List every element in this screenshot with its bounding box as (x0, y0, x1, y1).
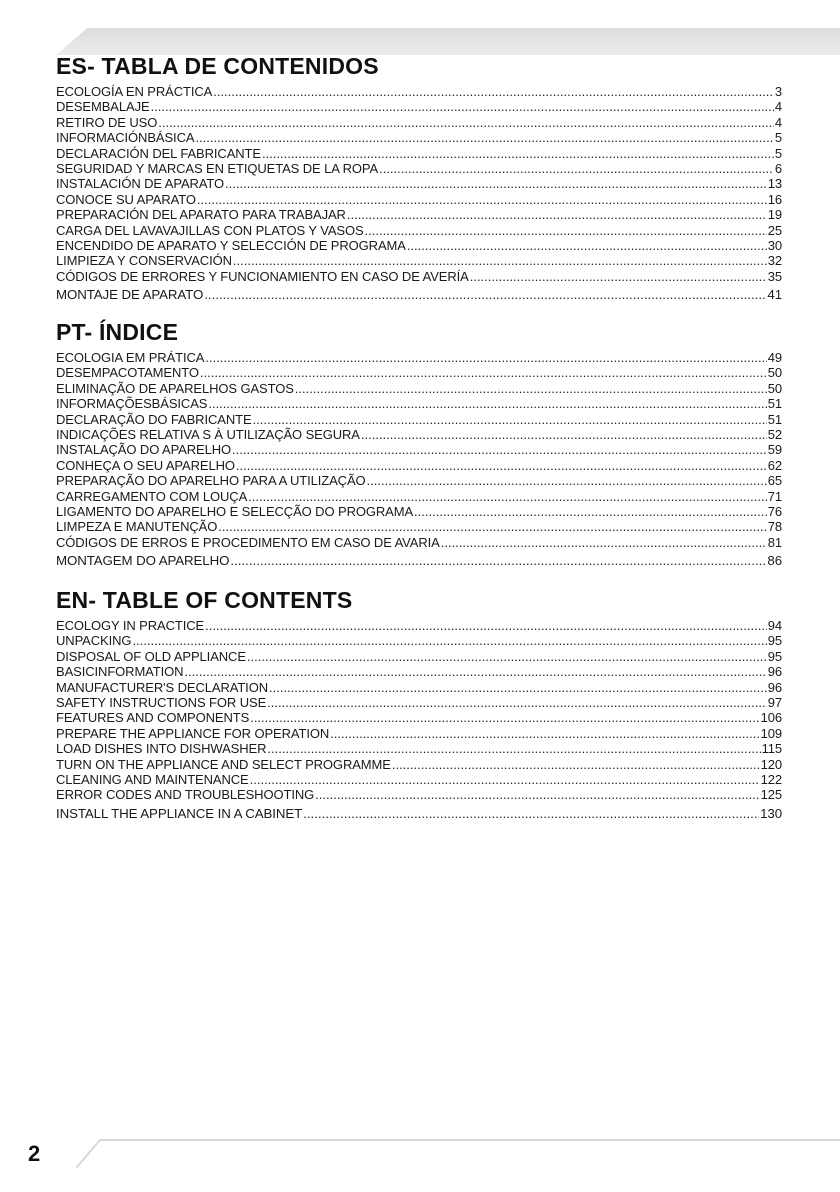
toc-entry[interactable] (56, 427, 782, 442)
toc-entry-label: BASICINFORMATION (56, 664, 184, 680)
toc-entry-label: DISPOSAL OF OLD APPLIANCE (56, 648, 246, 664)
toc-leader-dots (361, 427, 767, 442)
toc-entry[interactable] (56, 649, 782, 664)
toc-entry[interactable] (56, 710, 782, 725)
toc-entry-label: MONTAJE DE APARATO (56, 287, 204, 303)
toc-entry[interactable] (56, 633, 782, 648)
toc-entry[interactable] (56, 504, 782, 519)
toc-entry-page: 71 (767, 488, 782, 504)
toc-entry-label: INSTALAÇÃO DO APARELHO (56, 442, 232, 458)
toc-leader-dots (470, 269, 767, 284)
toc-leader-dots (269, 680, 767, 695)
toc-entry-page: 51 (767, 396, 782, 412)
toc-entry-page: 5 (774, 145, 782, 161)
footer-rule (76, 1138, 840, 1168)
toc-entry-page: 96 (767, 679, 782, 695)
toc-entry-label: FEATURES AND COMPONENTS (56, 710, 250, 726)
toc-entry[interactable] (56, 772, 782, 787)
toc-entry-label: CLEANING AND MAINTENANCE (56, 771, 249, 787)
toc-entry[interactable] (56, 396, 782, 411)
toc-entry-page: 86 (767, 553, 782, 569)
toc-entry-page: 96 (767, 664, 782, 680)
toc-entry-label: CÓDIGOS DE ERRORES Y FUNCIONAMIENTO EN CASO DE AVERÍA (56, 268, 469, 284)
toc-entry-label: CARGA DEL LAVAVAJILLAS CON PLATOS Y VASOS (56, 222, 364, 238)
toc-leader-dots (213, 84, 774, 99)
toc-entry-page: 49 (767, 350, 782, 365)
toc-leader-dots (225, 176, 767, 191)
toc-entry-label: ECOLOGÍA EN PRÁCTICA (56, 84, 213, 99)
toc-leader-dots (200, 365, 767, 380)
toc-entry-label: INSTALL THE APPLIANCE IN A CABINET (56, 805, 303, 821)
toc-entry[interactable] (56, 680, 782, 695)
toc-entry[interactable] (56, 287, 782, 302)
toc-entry[interactable] (56, 473, 782, 488)
toc-entry-label: INDICAÇÕES RELATIVA S À UTILIZAÇÃO SEGURA (56, 426, 360, 442)
toc-entry[interactable] (56, 806, 782, 821)
toc-leader-dots (262, 146, 774, 161)
toc-leader-dots (267, 741, 760, 756)
toc-leader-dots (232, 442, 767, 457)
toc-entry-page: 50 (767, 380, 782, 396)
toc-entry-label: INFORMACIÓNBÁSICA (56, 130, 195, 146)
toc-section-pt (56, 318, 782, 568)
toc-entry[interactable] (56, 489, 782, 504)
toc-entry[interactable] (56, 130, 782, 145)
toc-entry[interactable] (56, 618, 782, 633)
toc-entry-page: 30 (767, 237, 782, 253)
toc-entry-page: 130 (760, 805, 782, 821)
toc-entry-page: 122 (760, 771, 782, 787)
toc-entry-page: 62 (767, 457, 782, 473)
toc-leader-dots (330, 726, 759, 741)
toc-entry[interactable] (56, 757, 782, 772)
toc-entry[interactable] (56, 146, 782, 161)
toc-entry-page: 59 (767, 442, 782, 458)
toc-entry-page: 35 (767, 268, 782, 284)
toc-entry[interactable] (56, 207, 782, 222)
toc-entry-page: 106 (760, 710, 782, 726)
toc-entry-page: 25 (767, 222, 782, 238)
toc-entry-label: CÓDIGOS DE ERROS E PROCEDIMENTO EM CASO DE AVARIA (56, 534, 440, 550)
toc-entry-label: SAFETY INSTRUCTIONS FOR USE (56, 694, 267, 710)
toc-list-es (56, 84, 782, 302)
toc-leader-dots (230, 553, 766, 568)
toc-entry-label: SEGURIDAD Y MARCAS EN ETIQUETAS DE LA ROPA (56, 160, 379, 176)
toc-leader-dots (158, 115, 774, 130)
toc-leader-dots (205, 618, 767, 633)
toc-entry[interactable] (56, 365, 782, 380)
toc-leader-dots (253, 412, 767, 427)
toc-leader-dots (347, 207, 767, 222)
toc-entry[interactable] (56, 664, 782, 679)
section-title-pt: PT- ÍNDICE (56, 319, 179, 345)
toc-entry-page: 4 (774, 99, 782, 115)
toc-entry-page: 115 (761, 741, 782, 757)
toc-entry[interactable] (56, 519, 782, 534)
toc-entry[interactable] (56, 695, 782, 710)
toc-entry[interactable] (56, 535, 782, 550)
toc-entry[interactable] (56, 192, 782, 207)
toc-entry-page: 125 (760, 787, 782, 803)
toc-entry-page: 4 (774, 114, 782, 130)
toc-entry-label: DESEMPACOTAMENTO (56, 365, 199, 381)
toc-entry[interactable] (56, 458, 782, 473)
toc-entry-label: LIMPEZA E MANUTENÇÃO (56, 519, 218, 535)
toc-entry[interactable] (56, 253, 782, 268)
toc-entry-label: LIGAMENTO DO APARELHO E SELECÇÃO DO PROGRAMA (56, 503, 414, 519)
toc-entry-label: CARREGAMENTO COM LOUÇA (56, 488, 248, 504)
toc-entry[interactable] (56, 269, 782, 284)
toc-leader-dots (441, 535, 767, 550)
toc-entry-label: LIMPIEZA Y CONSERVACIÓN (56, 253, 232, 269)
toc-entry-page: 13 (767, 176, 782, 192)
toc-leader-dots (407, 238, 767, 253)
toc-entry-page: 41 (767, 287, 782, 303)
toc-entry[interactable] (56, 726, 782, 741)
toc-leader-dots (236, 458, 767, 473)
toc-entry-label: ERROR CODES AND TROUBLESHOOTING (56, 787, 315, 803)
toc-leader-dots (208, 396, 766, 411)
toc-leader-dots (379, 161, 774, 176)
toc-entry[interactable] (56, 115, 782, 130)
toc-entry-page: 76 (767, 503, 782, 519)
toc-leader-dots (250, 710, 759, 725)
toc-entry[interactable] (56, 238, 782, 253)
toc-leader-dots (392, 757, 760, 772)
toc-entry-label: ENCENDIDO DE APARATO Y SELECCIÓN DE PROGRAMA (56, 237, 406, 253)
toc-entry-page: 5 (774, 130, 782, 146)
toc-entry-label: CONOCE SU APARATO (56, 191, 196, 207)
toc-entry-page: 51 (767, 411, 782, 427)
toc-leader-dots (250, 772, 760, 787)
toc-leader-dots (184, 664, 766, 679)
toc-entry-page: 81 (767, 534, 782, 550)
toc-entry-label: ECOLOGIA EM PRÁTICA (56, 350, 205, 365)
toc-entry-page: 120 (760, 756, 782, 772)
page-number: 2 (28, 1141, 41, 1166)
toc-leader-dots (132, 633, 766, 648)
toc-leader-dots (367, 473, 767, 488)
toc-entry[interactable] (56, 412, 782, 427)
toc-leader-dots (365, 223, 767, 238)
toc-entry-page: 16 (767, 191, 782, 207)
section-title-en: EN- TABLE OF CONTENTS (56, 587, 353, 613)
toc-entry-label: INFORMAÇÕESBÁSICAS (56, 396, 208, 412)
toc-entry[interactable] (56, 84, 782, 99)
toc-entry[interactable] (56, 99, 782, 114)
toc-entry-label: ELIMINAÇÃO DE APARELHOS GASTOS (56, 380, 294, 396)
toc-entry[interactable] (56, 741, 782, 756)
toc-leader-dots (195, 130, 773, 145)
toc-leader-dots (218, 519, 766, 534)
section-title-es: ES- TABLA DE CONTENIDOS (56, 53, 379, 79)
toc-leader-dots (247, 649, 767, 664)
toc-entry-page: 32 (767, 253, 782, 269)
toc-entry-label: PREPARE THE APPLIANCE FOR OPERATION (56, 725, 330, 741)
toc-leader-dots (267, 695, 767, 710)
toc-entry-page: 95 (767, 633, 782, 649)
toc-entry-label: PREPARAÇÃO DO APARELHO PARA A UTILIZAÇÃO (56, 473, 366, 489)
toc-entry[interactable] (56, 223, 782, 238)
header-band (56, 28, 840, 55)
toc-entry[interactable] (56, 350, 782, 365)
toc-entry-page: 97 (767, 694, 782, 710)
toc-entry-page: 6 (774, 160, 782, 176)
toc-leader-dots (315, 787, 759, 802)
toc-entry-page: 3 (774, 84, 782, 99)
toc-entry-label: MONTAGEM DO APARELHO (56, 553, 230, 569)
toc-entry-page: 78 (767, 519, 782, 535)
toc-entry-page: 19 (767, 207, 782, 223)
toc-entry-label: MANUFACTURER'S DECLARATION (56, 679, 268, 695)
toc-entry-label: TURN ON THE APPLIANCE AND SELECT PROGRAMME (56, 756, 391, 772)
toc-entry-label: PREPARACIÓN DEL APARATO PARA TRABAJAR (56, 207, 346, 223)
toc-entry-label: DECLARAÇÃO DO FABRICANTE (56, 411, 252, 427)
toc-entry-page: 50 (767, 365, 782, 381)
toc-entry[interactable] (56, 787, 782, 802)
toc-entry-page: 65 (767, 473, 782, 489)
toc-entry-label: RETIRO DE USO (56, 114, 158, 130)
toc-list-en (56, 618, 782, 821)
toc-leader-dots (248, 489, 767, 504)
toc-entry-page: 94 (767, 618, 782, 633)
toc-entry-label: LOAD DISHES INTO DISHWASHER (56, 741, 267, 757)
toc-section-es (56, 52, 782, 302)
toc-entry-label: ECOLOGY IN PRACTICE (56, 618, 205, 633)
toc-entry-page: 109 (760, 725, 782, 741)
toc-section-en (56, 586, 782, 821)
toc-entry-page: 95 (767, 648, 782, 664)
toc-leader-dots (303, 806, 759, 821)
toc-entry[interactable] (56, 176, 782, 191)
toc-leader-dots (197, 192, 767, 207)
toc-entry[interactable] (56, 161, 782, 176)
toc-leader-dots (151, 99, 774, 114)
toc-leader-dots (204, 287, 766, 302)
toc-entry-label: UNPACKING (56, 633, 132, 649)
toc-entry[interactable] (56, 381, 782, 396)
toc-entry-label: DECLARACIÓN DEL FABRICANTE (56, 145, 261, 161)
toc-entry-label: INSTALACIÓN DE APARATO (56, 176, 225, 192)
toc-entry-label: DESEMBALAJE (56, 99, 150, 115)
toc-list-pt (56, 350, 782, 568)
toc-entry[interactable] (56, 553, 782, 568)
toc-leader-dots (205, 350, 766, 365)
toc-leader-dots (233, 253, 767, 268)
toc-leader-dots (414, 504, 767, 519)
toc-leader-dots (295, 381, 767, 396)
toc-entry[interactable] (56, 442, 782, 457)
toc-entry-label: CONHEÇA O SEU APARELHO (56, 457, 235, 473)
toc-entry-page: 52 (767, 426, 782, 442)
